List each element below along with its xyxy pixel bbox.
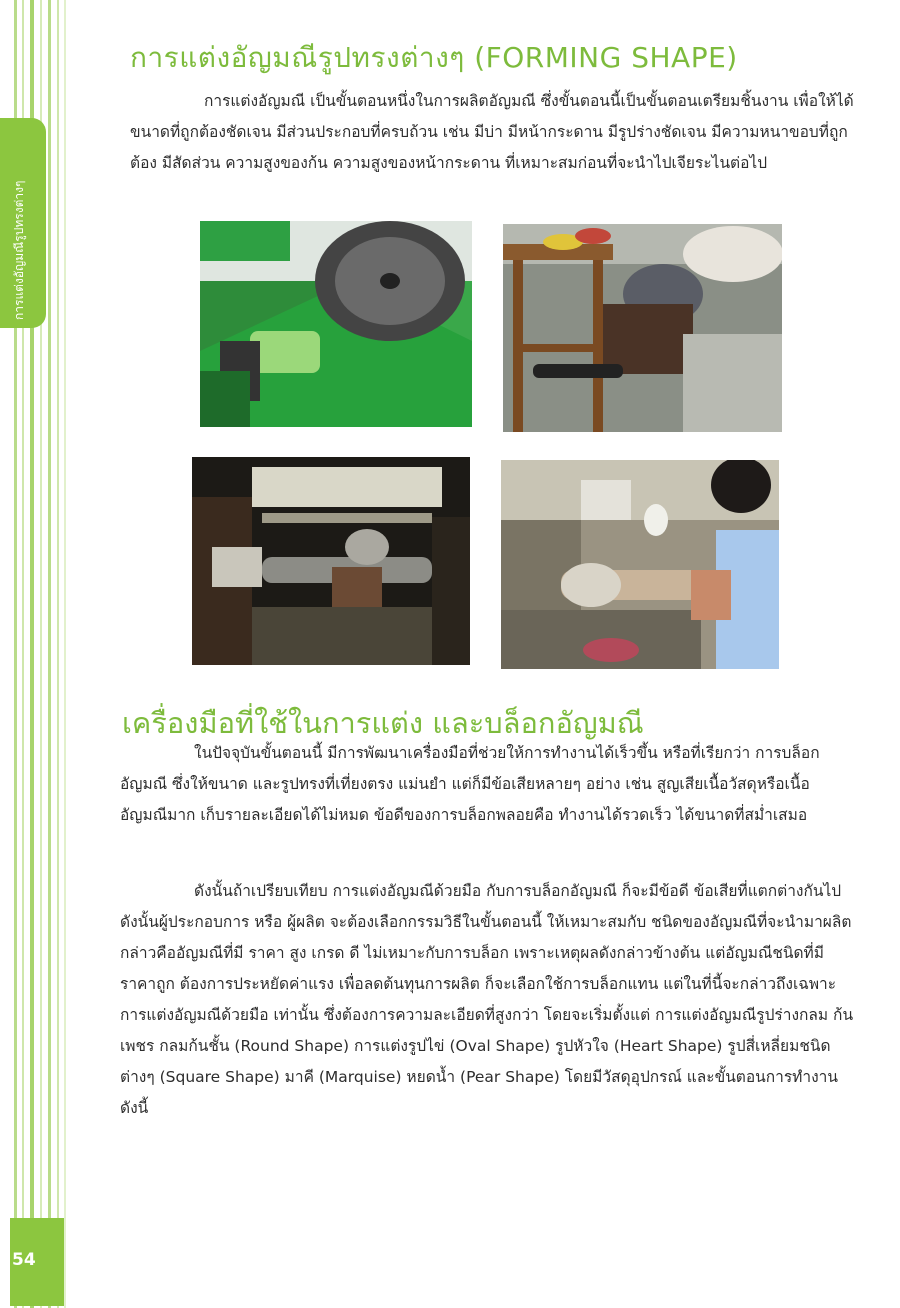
- photo-green-cutting-machine: [200, 221, 472, 427]
- section-title-forming-shape: การแต่งอัญมณีรูปทรงต่างๆ (FORMING SHAPE): [130, 41, 738, 74]
- chapter-side-tab-label: การแต่งอัญมณีรูปทรงต่างๆ: [12, 180, 26, 320]
- photo-wooden-stool-grinder: [503, 224, 782, 432]
- page-number: 54: [12, 1250, 36, 1270]
- photo-worker-at-lathe: [501, 460, 779, 669]
- section-title-tools: เครื่องมือที่ใช้ในการแต่ง และบล็อกอัญมณี: [122, 706, 644, 740]
- tools-paragraph-1: ในปัจจุบันขั้นตอนนี้ มีการพัฒนาเครื่องมือที่ช่วยให้การทำงานได้เร็วขึ้น หรือที่เรียกว่า การบล็อกอัญมณี ซึ่งให้ขนาด และรูปทรงที่เที่ยงตรง แม่นยำ แต่ก็มีข้อเสียหลายๆ อย่าง เช่น สูญเสียเนื้อวัสดุหรือเนื้ออัญมณีมาก เก็บรายละเอียดได้ไม่หมด ข้อดีของการบล็อกพลอยคือ ทำงานได้รวดเร็ว ได้ขนาดที่สม่ำเสมอ: [120, 744, 820, 824]
- photo-lathe-workbench: [192, 457, 470, 665]
- tools-paragraph-2: ดังนั้นถ้าเปรียบเทียบ การแต่งอัญมณีด้วยมือ กับการบล็อกอัญมณี ก็จะมีข้อดี ข้อเสียที่แตกต่างกันไป ดังนั้นผู้ประกอบการ หรือ ผู้ผลิต จะต้องเลือกกรรมวิธีในขั้นตอนนี้ ให้เหมาะสมกับ ชนิดของอัญมณีที่จะนำมาผลิต กล่าวคืออัญมณีที่มี ราคา สูง เกรด ดี ไม่เหมาะกับการบล็อก เพราะเหตุผลดังกล่าวข้างต้น แต่อัญมณีชนิดที่มีราคาถูก ต้องการประหยัดค่าแรง เพื่อลดต้นทุนการผลิต ก็จะเลือกใช้การบล็อกแทน แต่ในที่นี้จะกล่าวถึงเฉพาะ การแต่งอัญมณีด้วยมือ เท่านั้น ซึ่งต้องการความละเอียดที่สูงกว่า โดยจะเริ่มตั้งแต่ การแต่งอัญมณีรูปร่างกลม ก้นเพชร กลมก้นชั้น (Round Shape) การแต่งรูปไข่ (Oval Shape) รูปหัวใจ (Heart Shape) รูปสี่เหลี่ยมชนิดต่างๆ (Square Shape) มาคี (Marquise) หยดน้ำ (Pear Shape) โดยมีวัสดุอุปกรณ์ และขั้นตอนการทำงานดังนี้: [120, 882, 854, 1117]
- intro-paragraph: การแต่งอัญมณี เป็นขั้นตอนหนึ่งในการผลิตอัญมณี ซึ่งขั้นตอนนี้เป็นขั้นตอนเตรียมชิ้นงาน เพื่อให้ได้ขนาดที่ถูกต้องชัดเจน มีส่วนประกอบที่ครบถ้วน เช่น มีบ่า มีหน้ากระดาน มีรูปร่างชัดเจน มีความหนาขอบที่ถูกต้อง มีสัดส่วน ความสูงของก้น ความสูงของหน้ากระดาน ที่เหมาะสมก่อนที่จะนำไปเจียระไนต่อไป: [130, 92, 854, 172]
